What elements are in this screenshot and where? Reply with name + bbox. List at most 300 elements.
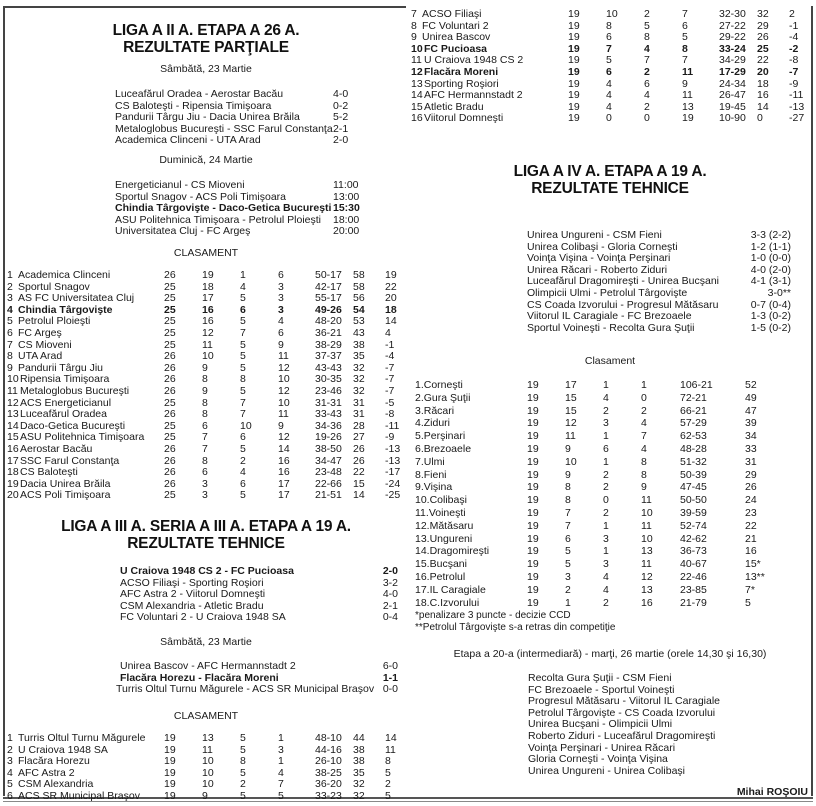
cell-goals: 33-24 [719,42,746,55]
cell-points: 5 [745,596,751,609]
cell-points: 14 [353,489,365,502]
cell-losses: 17 [278,477,290,490]
liga3-games [120,566,398,624]
standings-row [415,481,805,494]
cell-points: 52 [745,379,757,391]
cell-draws: 4 [240,280,246,293]
cell-draws: 10 [240,419,252,432]
cell-losses: 3 [278,743,284,756]
cell-team: FC Voluntari 2 [422,19,489,32]
cell-points: 15* [745,558,761,571]
cell-points: 27 [353,431,365,444]
cell-rank: 2 [7,743,13,756]
cell-goals: 42-17 [315,280,342,293]
cell-losses: 11 [682,89,693,102]
cell-draws: 1 [603,379,609,391]
standings-row [411,67,809,79]
game-score: 1-1 [382,671,398,684]
cell-goals: 38-29 [315,338,342,351]
cell-played: 26 [164,373,176,386]
cell-wins: 11 [202,743,213,756]
cell-rank: 7 [7,338,13,351]
cell-played: 26 [164,350,176,363]
cell-points: 16 [757,89,769,102]
cell-goals: 36-20 [315,778,342,791]
standings-row [7,444,405,456]
cell-team: Metaloglobus Bucureşti [20,384,130,397]
game-score: 3-3 (2-2) [750,229,791,241]
cell-losses: 0 [641,391,647,404]
standings-row [415,571,805,584]
cell-points: 44 [353,732,365,744]
cell-team: U Craiova 1948 CS 2 [424,54,524,67]
cell-wins: 11 [565,430,576,443]
cell-wins: 15 [565,404,577,417]
cell-goal-diff: -7 [385,361,395,374]
cell-wins: 10 [202,350,214,363]
game-row [527,323,791,335]
cell-team: 7.Ulmi [415,455,445,468]
cell-draws: 2 [644,100,650,113]
cell-losses: 17 [278,489,290,502]
cell-team: 5.Perşinari [415,430,466,443]
cell-draws: 5 [240,338,246,351]
cell-losses: 4 [278,766,284,779]
cell-team: Ripensia Timişoara [20,373,110,386]
standings-row [7,733,405,745]
cell-rank: 8 [411,19,417,32]
cell-played: 25 [164,489,176,502]
cell-draws: 1 [603,455,609,468]
cell-wins: 16 [202,315,214,328]
game-score: 18:00 [333,213,360,226]
cell-goal-diff: -24 [385,477,401,490]
cell-goal-diff: -8 [789,54,799,67]
cell-goals: 26-10 [315,755,342,768]
game-score: 1-3 (0-2) [750,310,791,323]
cell-team: 6.Brezoaele [415,442,472,455]
cell-goals: 52-74 [680,519,707,532]
cell-team: 3.Răcari [415,404,455,417]
cell-points: 31 [353,396,365,409]
cell-rank: 6 [7,789,13,802]
cell-wins: 6 [202,466,208,479]
game-row [120,566,398,578]
cell-team: Chindia Târgovişte [18,303,113,316]
cell-draws: 5 [240,743,246,756]
cell-wins: 2 [565,583,571,596]
cell-draws: 5 [644,19,650,32]
cell-wins: 8 [606,19,612,32]
cell-played: 19 [527,481,539,494]
game-score: 2-1 [333,122,349,135]
cell-goals: 36-73 [680,545,707,558]
author-byline: Mihai ROŞOIU [736,786,808,798]
cell-goals: 21-79 [680,596,707,609]
cell-goals: 40-67 [680,558,707,571]
cell-draws: 8 [240,755,246,768]
cell-team: U Craiova 1948 SA [18,743,108,756]
cell-points: 38 [353,743,365,756]
cell-goal-diff: -17 [385,466,401,479]
fixture-row: Unirea Bucşani - Olimpicii Ulmi [528,718,673,731]
cell-goals: 36-21 [315,326,342,339]
cell-goal-diff: -7 [789,65,799,78]
cell-played: 19 [527,570,539,583]
cell-rank: 11 [411,54,422,67]
cell-goals: 51-32 [680,455,707,468]
game-row [527,311,791,323]
cell-losses: 9 [278,419,284,432]
cell-goals: 27-22 [719,19,746,32]
cell-team: ACSO Filiaşi [422,8,482,20]
standings-row [415,417,805,430]
cell-points: 22 [353,466,365,479]
cell-draws: 2 [240,454,246,467]
liga3-title [6,518,406,552]
standings-row [415,520,805,533]
cell-rank: 20 [7,489,19,502]
cell-points: 13** [745,570,765,583]
cell-draws: 7 [644,54,650,67]
cell-played: 19 [568,65,580,78]
cell-played: 25 [164,431,176,444]
cell-played: 26 [164,454,176,467]
game-score: 3-2 [382,576,398,589]
cell-points: 15 [353,477,365,490]
cell-rank: 1 [7,732,13,744]
cell-played: 25 [164,303,176,316]
cell-played: 25 [164,326,176,339]
cell-losses: 6 [278,326,284,339]
cell-goals: 22-66 [315,477,342,490]
cell-losses: 4 [641,417,647,430]
cell-rank: 15 [7,431,19,444]
cell-rank: 2 [7,280,13,293]
cell-points: 38 [353,755,365,768]
cell-team: 8.Fieni [415,468,447,481]
game-match: CSM Alexandria - Atletic Bradu [120,599,264,612]
game-match: Voinţa Vişina - Voinţa Perşinari [527,252,671,265]
cell-goal-diff: -11 [789,89,804,102]
cell-losses: 16 [278,466,290,479]
cell-goals: 66-21 [680,404,707,417]
cell-draws: 0 [644,112,650,125]
liga2-sunday-label: Duminică, 24 Martie [159,154,253,166]
cell-losses: 8 [641,468,647,481]
cell-rank: 14 [7,419,19,432]
cell-goals: 10-90 [719,112,746,125]
cell-draws: 4 [644,42,650,55]
cell-points: 16 [745,545,757,558]
cell-played: 26 [164,384,176,397]
cell-team: Dacia Unirea Brăila [20,477,111,490]
cell-played: 19 [527,468,539,481]
cell-played: 19 [164,766,176,779]
cell-points: 20 [757,65,769,78]
cell-team: Atletic Bradu [424,100,484,113]
cell-wins: 12 [202,326,214,339]
cell-goals: 31-31 [315,396,342,409]
cell-rank: 13 [7,408,19,421]
cell-draws: 1 [603,545,609,558]
liga4-note-penalty: *penalizare 3 puncte - decizie CCD [415,610,571,621]
cell-wins: 10 [606,8,618,20]
cell-team: Flacăra Moreni [424,65,499,78]
game-score: 13:00 [333,190,360,203]
cell-draws: 1 [603,519,609,532]
cell-wins: 16 [202,303,214,316]
cell-rank: 10 [411,42,423,55]
cell-goal-diff: 4 [385,326,391,339]
cell-draws: 5 [240,292,246,305]
cell-goal-diff: -1 [789,19,799,32]
cell-team: Daco-Getica Bucureşti [20,419,126,432]
cell-losses: 1 [641,379,647,391]
cell-losses: 12 [641,570,653,583]
fixture-row: Voinţa Perşinari - Unirea Răcari [528,741,676,754]
cell-team: Luceafărul Oradea [20,408,107,421]
cell-losses: 13 [641,545,653,558]
liga3-saturday-games [116,660,398,696]
cell-goal-diff: 14 [385,315,397,328]
game-score: 2-0 [382,565,398,577]
cell-draws: 5 [240,789,246,802]
cell-draws: 4 [603,570,609,583]
cell-wins: 6 [565,532,571,545]
standings-row [7,328,405,340]
game-match: CS Baloteşti - Ripensia Timişoara [115,99,272,112]
cell-team: Academica Clinceni [18,269,111,281]
liga4-standings-table [415,379,805,609]
cell-points: 7* [745,583,755,596]
cell-draws: 3 [603,417,609,430]
game-score: 5-2 [333,111,349,124]
cell-points: 31 [745,455,757,468]
cell-played: 19 [527,430,539,443]
standings-row [415,430,805,443]
cell-wins: 9 [202,384,208,397]
cell-rank: 15 [411,100,423,113]
game-match: Unirea Colibaşi - Gloria Corneşti [527,240,678,253]
game-score: 0-4 [382,611,398,624]
game-row [115,180,375,192]
game-score: 4-0 (2-0) [750,263,791,276]
cell-goals: 23-85 [680,583,707,596]
cell-team: UTA Arad [18,350,63,363]
cell-draws: 4 [603,391,609,404]
cell-goals: 48-20 [315,315,342,328]
cell-losses: 13 [641,583,653,596]
cell-goal-diff: 20 [385,292,397,305]
cell-losses: 3 [278,292,284,305]
cell-rank: 4 [7,766,13,779]
cell-points: 32 [353,778,365,791]
cell-goals: 62-53 [680,430,707,443]
standings-row [415,379,805,392]
cell-losses: 10 [278,373,290,386]
cell-goals: 43-43 [315,361,342,374]
cell-team: Aerostar Bacău [20,442,93,455]
cell-points: 26 [353,454,365,467]
game-score: 6-0 [382,660,398,672]
game-row [120,612,398,624]
cell-points: 33 [745,442,757,455]
cell-draws: 8 [644,31,650,44]
cell-goals: 30-35 [315,373,342,386]
game-score: 1-5 (0-2) [750,321,791,334]
cell-draws: 5 [240,442,246,455]
cell-points: 32 [353,384,365,397]
liga2-saturday-games [115,89,375,147]
cell-goals: 50-39 [680,468,707,481]
cell-goals: 22-46 [680,570,707,583]
cell-wins: 9 [202,361,208,374]
cell-played: 19 [568,89,580,102]
game-match: U Craiova 1948 CS 2 - FC Pucioasa [120,565,294,577]
cell-losses: 10 [641,506,653,519]
cell-losses: 11 [641,558,652,571]
cell-played: 19 [164,755,176,768]
cell-wins: 6 [202,419,208,432]
cell-team: Unirea Bascov [422,31,491,44]
cell-goal-diff: 18 [385,303,397,316]
cell-goals: 21-51 [315,489,342,502]
cell-points: 28 [353,419,365,432]
cell-team: CSM Alexandria [18,778,94,791]
cell-draws: 7 [240,396,246,409]
cell-team: ACS Poli Timişoara [20,489,111,502]
cell-played: 19 [568,31,580,44]
game-row [115,226,375,238]
cell-points: 26 [353,442,365,455]
cell-losses: 3 [278,303,284,316]
standings-row [415,469,805,482]
cell-rank: 3 [7,755,13,768]
cell-team: 10.Colibaşi [415,494,467,507]
liga3-saturday-label: Sâmbătă, 23 Martie [160,636,252,648]
game-match: Unirea Bascov - AFC Hermannstadt 2 [120,660,296,672]
cell-losses: 6 [278,269,284,281]
cell-losses: 10 [278,396,290,409]
cell-points: 14 [757,100,769,113]
cell-goals: 23-46 [315,384,342,397]
cell-wins: 9 [565,468,571,481]
cell-points: 22 [757,54,769,67]
cell-goal-diff: -5 [385,396,395,409]
cell-goal-diff: -1 [385,338,395,351]
cell-rank: 5 [7,778,13,791]
cell-wins: 6 [606,65,612,78]
cell-wins: 3 [565,570,571,583]
cell-played: 19 [568,112,580,125]
cell-played: 19 [568,54,580,67]
cell-draws: 2 [603,481,609,494]
cell-team: 11.Voineşti [415,506,466,519]
cell-wins: 8 [202,408,208,421]
liga3-standings-table-part1 [7,733,405,803]
cell-points: 35 [353,766,365,779]
cell-points: 24 [745,494,757,507]
cell-wins: 18 [202,280,214,293]
cell-goals: 49-26 [315,303,342,316]
cell-draws: 4 [644,89,650,102]
cell-losses: 5 [278,789,284,802]
game-match: Universitatea Cluj - FC Argeş [115,225,251,238]
game-score: 1-0 (0-0) [750,252,791,265]
cell-team: Turris Oltul Turnu Măgurele [18,732,146,744]
game-score: 4-1 (3-1) [750,275,791,288]
cell-goals: 34-29 [719,54,746,67]
cell-goal-diff: -27 [789,112,805,125]
cell-rank: 7 [411,8,417,20]
cell-wins: 12 [565,417,577,430]
cell-points: 29 [757,19,769,32]
cell-draws: 2 [644,65,650,78]
cell-draws: 5 [240,766,246,779]
cell-goal-diff: -13 [385,442,401,455]
cell-points: 23 [745,506,757,519]
cell-wins: 8 [202,454,208,467]
liga2-standings-label: CLASAMENT [173,247,239,259]
cell-wins: 8 [565,481,571,494]
game-match: Unirea Răcari - Roberto Ziduri [527,263,668,276]
liga2-standings-table [7,270,405,502]
game-match: Metaloglobus Bucureşti - SSC Farul Constanţa [115,122,333,135]
cell-team: CS Mioveni [18,338,72,351]
game-row [120,661,398,673]
cell-goals: 23-48 [315,466,342,479]
game-row [115,135,375,147]
cell-losses: 12 [278,431,290,444]
cell-rank: 19 [7,477,19,490]
standings-row [415,545,805,558]
cell-goals: 26-47 [719,89,746,102]
standings-row [411,90,809,102]
cell-rank: 17 [7,454,19,467]
cell-played: 19 [527,519,539,532]
cell-team: FC Pucioasa [424,42,488,55]
cell-losses: 1 [278,732,284,744]
cell-losses: 8 [641,455,647,468]
cell-goals: 47-45 [680,481,707,494]
game-match: Flacăra Horezu - Flacăra Moreni [120,671,279,684]
cell-losses: 1 [278,755,284,768]
cell-team: Flacăra Horezu [18,755,90,768]
cell-goals: 50-50 [680,494,707,507]
cell-played: 26 [164,361,176,374]
cell-team: ACS SR Municipal Braşov [18,789,140,802]
liga2-title-line2: REZULTATE PARŢIALE [123,39,289,56]
game-match: Academica Clinceni - UTA Arad [115,134,261,147]
cell-losses: 16 [278,454,290,467]
cell-goal-diff: -7 [385,373,395,386]
cell-played: 19 [568,42,580,55]
game-score: 2-0 [333,134,349,147]
liga2-sunday-games [115,180,375,238]
cell-goals: 48-10 [315,732,342,744]
liga4-title [410,163,810,197]
cell-team: FC Argeş [18,326,62,339]
cell-points: 56 [353,292,365,305]
cell-wins: 4 [606,77,612,90]
cell-goals: 38-50 [315,442,342,455]
standings-row [415,584,805,597]
game-score: 0-0 [382,683,398,696]
game-match: Energeticianul - CS Mioveni [115,179,245,191]
cell-points: 25 [757,42,769,55]
game-score: 4-0 [382,588,398,601]
